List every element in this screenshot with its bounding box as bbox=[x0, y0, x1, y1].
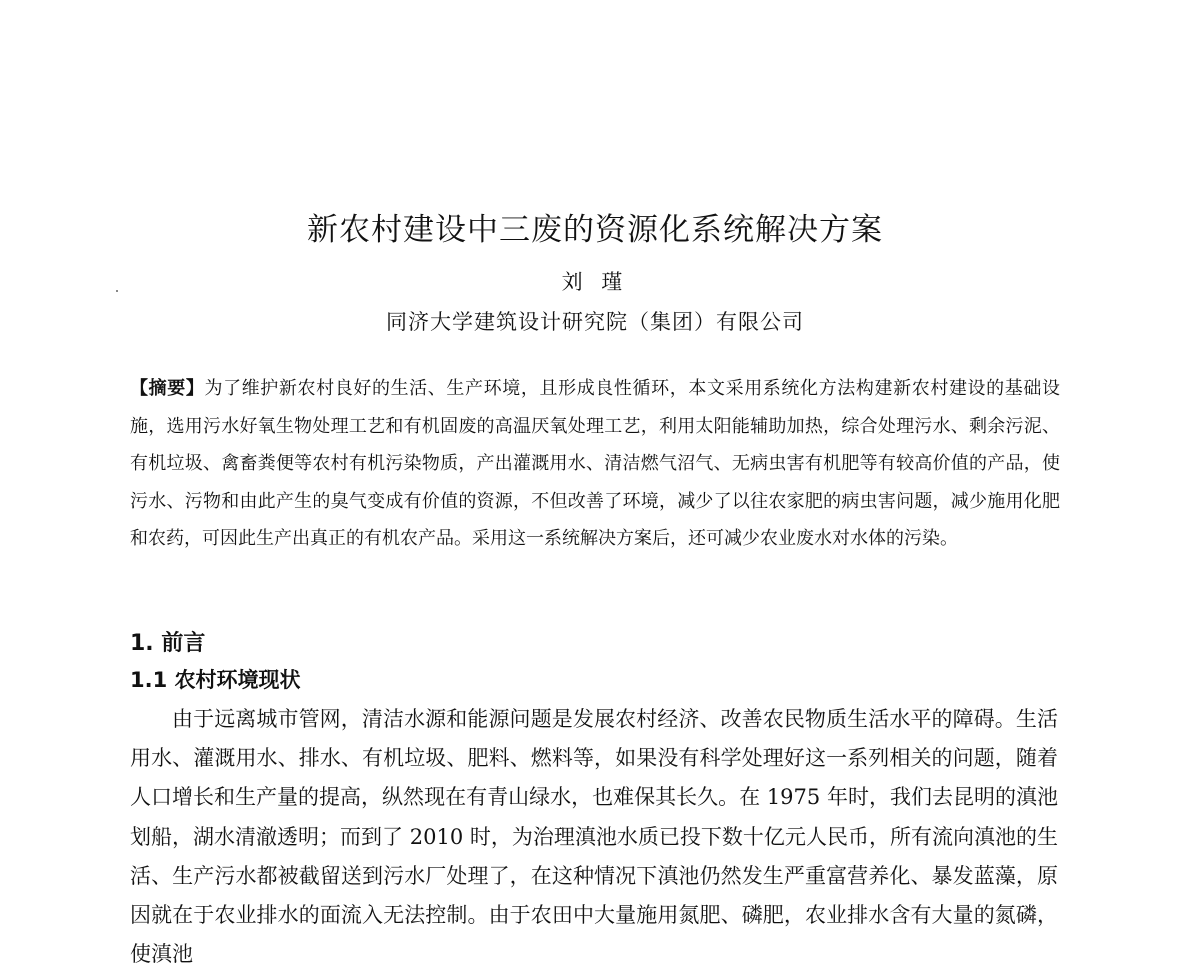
author-affiliation: 同济大学建筑设计研究院（集团）有限公司 bbox=[386, 310, 804, 334]
abstract bbox=[130, 370, 1060, 558]
section-heading-introduction: 1. 前言 bbox=[130, 631, 206, 656]
subsection-heading-rural-environment: 1.1 农村环境现状 bbox=[130, 668, 301, 692]
abstract-label: 【摘要】 bbox=[130, 378, 205, 399]
author-name: 刘 瑾 bbox=[561, 270, 629, 294]
abstract-text: 为了维护新农村良好的生活、生产环境，且形成良性循环，本文采用系统化方法构建新农村建设的基础设施，选用污水好氧生物处理工艺和有机固废的高温厌氧处理工艺，利用太阳能辅助加热，综合处理污水、剩余污泥、有机垃圾、禽畜粪便等农村有机污染物质，产出灌溉用水、清洁燃气沼气、无病虫害有机肥等有较高价值的产品，使污水、污物和由此产生的臭气变成有价值的资源，不但改善了环境，减少了以往农家肥的病虫害问题，减少施用化肥和农药，可因此生产出真正的有机农产品。采用这一系统解决方案后，还可减少农业废水对水体的污染。 bbox=[130, 378, 1060, 549]
paper-title: 新农村建设中三废的资源化系统解决方案 bbox=[307, 212, 883, 248]
body-paragraph: 由于远离城市管网，清洁水源和能源问题是发展农村经济、改善农民物质生活水平的障碍。生活用水、灌溉用水、排水、有机垃圾、肥料、燃料等，如果没有科学处理好这一系列相关的问题，随着人口增长和生产量的提高，纵然现在有青山绿水，也难保其长久。在 1975 年时，我们去昆明的滇池划船，湖水清澈透明；而到了 2010 时，为治理滇池水质已投下数十亿元人民币，所有流向滇池的生活、生产污水都被截留送到污水厂处理了，在这种情况下滇池仍然发生严重富营养化、暴发蓝藻，原因就在于农业排水的面流入无法控制。由于农田中大量施用氮肥、磷肥，农业排水含有大量的氮磷，使滇池 bbox=[130, 707, 1058, 967]
